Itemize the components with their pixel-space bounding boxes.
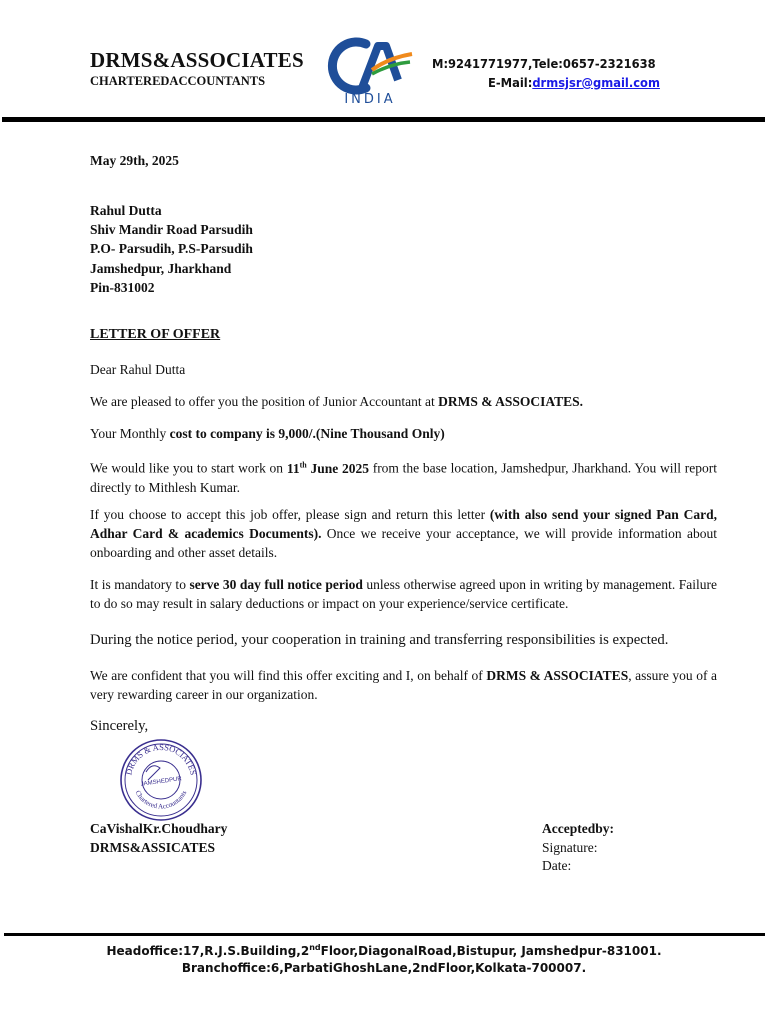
seal-center-text: JAMSHEDPUR bbox=[140, 776, 183, 788]
head-office-address: Headoffice:17,R.J.S.Building,2ndFloor,DiagonalRoad,Bistupur, Jamshedpur-831001. bbox=[106, 943, 662, 958]
svg-text:Chartered Accountants bbox=[134, 789, 189, 811]
signatory-name: CaVishalKr.Choudhary bbox=[90, 821, 228, 836]
paragraph-start-date: We would like you to start work on 11th June 2025 from the base location, Jamshedpur, Jharkhand. You will report directly to Mithlesh Kumar. bbox=[90, 460, 718, 495]
closing-sincerely: Sincerely, bbox=[90, 718, 149, 734]
paragraph-closing: We are confident that you will find this offer exciting and I, on behalf of DRMS & ASSOCIATES, assure you of a very rewarding career in our organization. bbox=[90, 668, 717, 702]
seal-top-text: DRMS & ASSOCIATES bbox=[123, 741, 199, 777]
email-contact bbox=[488, 75, 660, 90]
letter-title: LETTER OF OFFER bbox=[90, 327, 221, 342]
paragraph-salary: Your Monthly cost to company is 9,000/.(Nine Thousand Only) bbox=[90, 426, 445, 441]
phone-contact: M:9241771977,Tele:0657-2321638 bbox=[432, 56, 656, 71]
paragraph-cooperation: During the notice period, your cooperation in training and transferring responsibilities is expected. bbox=[90, 632, 669, 648]
firm-subtitle: CHARTEREDACCOUNTANTS bbox=[90, 74, 266, 88]
paragraph-notice-period: It is mandatory to serve 30 day full notice period unless otherwise agreed upon in writing by management. Failure to do so may result in salary deductions or impact on your experience/service certificate. bbox=[90, 577, 718, 611]
address-line: Shiv Mandir Road Parsudih bbox=[90, 222, 253, 238]
company-seal bbox=[118, 738, 204, 822]
email-link[interactable]: drmsjsr@gmail.com bbox=[532, 75, 660, 90]
header-divider bbox=[2, 117, 765, 122]
date-label: Date: bbox=[542, 858, 572, 873]
ca-india-logo bbox=[326, 36, 414, 106]
signature-label: Signature: bbox=[542, 839, 598, 855]
letter-date: May 29th, 2025 bbox=[90, 153, 179, 168]
email-label: E-Mail: bbox=[488, 75, 533, 90]
seal-bottom-text: Chartered Accountants bbox=[133, 789, 189, 811]
signatory-block bbox=[90, 820, 227, 857]
address-line: Rahul Dutta bbox=[90, 203, 162, 218]
paragraph-acceptance: If you choose to accept this job offer, please sign and return this letter (with also send your signed Pan Card, Adhar Card & academics Documents). Once we receive your acceptance, we will provide information about onboarding and other asset details. bbox=[90, 507, 718, 560]
address-line: Pin-831002 bbox=[90, 279, 155, 295]
acceptance-block bbox=[542, 820, 614, 876]
salutation: Dear Rahul Dutta bbox=[90, 362, 186, 377]
footer-divider bbox=[4, 933, 765, 936]
paragraph-position: We are pleased to offer you the position of Junior Accountant at DRMS & ASSOCIATES. bbox=[90, 394, 583, 409]
address-line: Jamshedpur, Jharkhand bbox=[90, 260, 232, 276]
branch-office-address: Branchoffice:6,ParbatiGhoshLane,2ndFloor,Kolkata-700007. bbox=[181, 961, 587, 975]
address-line: P.O- Parsudih, P.S-Parsudih bbox=[90, 241, 253, 257]
svg-text:DRMS & ASSOCIATES bbox=[123, 742, 198, 776]
recipient-address bbox=[90, 201, 253, 297]
logo-text: INDIA bbox=[344, 92, 396, 106]
accepted-by-label: Acceptedby: bbox=[542, 821, 614, 836]
firm-name: DRMS&ASSOCIATES bbox=[90, 48, 304, 72]
signatory-firm: DRMS&ASSICATES bbox=[90, 839, 216, 855]
